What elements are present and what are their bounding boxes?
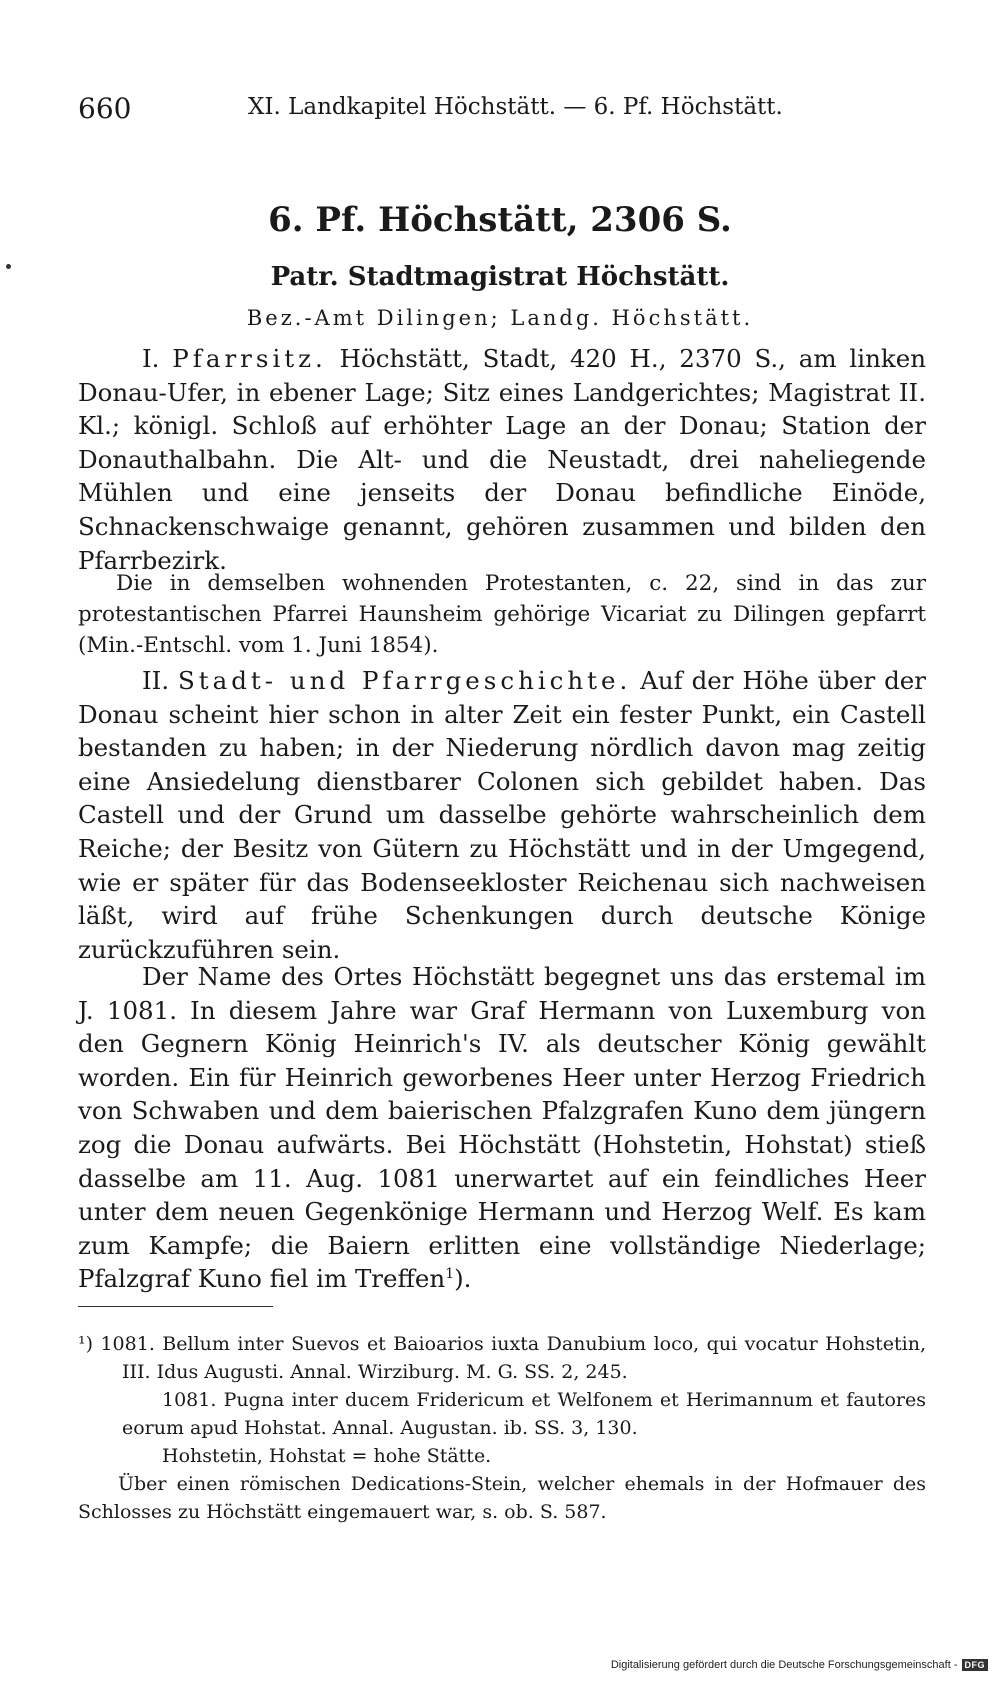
footnote-1-continuation: 1081. Pugna inter ducem Fridericum et Welfonem et Herimannum et fautores eorum apud Hohstat. Annal. Augustan. ib. SS. 3, 130. [122, 1389, 926, 1439]
section-text: Höchstätt, Stadt, 420 H., 2370 S., am linken Donau-Ufer, in ebener Lage; Sitz eines Landgerichtes; Magistrat II. Kl.; königl. Schloß auf erhöhter Lage an der Donau; Station der Donauthalbahn. Die Alt- und die Neustadt, drei naheliegende Mühlen und eine jenseits der Donau befindliche Einöde, Schnackenschwaige genannt, gehören zusammen und bilden den Pfarrbezirk. [78, 344, 926, 575]
page-number: 660 [78, 92, 132, 125]
protestants-note: Die in demselben wohnenden Protestanten, c. 22, sind in das zur protestantischen Pfarrei Haunsheim gehörige Vicariat zu Dilingen gepfarrt (Min.-Entschl. vom 1. Juni 1854). [78, 571, 926, 658]
patron-line: Patr. Stadtmagistrat Höchstätt. [270, 262, 730, 292]
section-label: Stadt- und Pfarrgeschichte. [178, 666, 632, 695]
running-header [78, 92, 783, 132]
section-label: Pfarrsitz. [172, 344, 327, 373]
footnote-reference: 1 [445, 1266, 455, 1283]
section-text: Auf der Höhe über der Donau scheint hier schon in alter Zeit ein fester Punkt, ein Castell bestanden zu haben; in der Niederung nördlich davon mag zeitig eine Ansiedelung dienstbarer Colonen sich gebildet haben. Das Castell und der Grund um dasselbe gehörte wahrscheinlich dem Reiche; der Besitz von Gütern zu Höchstätt und in der Umgegend, wie er später für das Bodenseekloster Reichenau sich nachweisen läßt, wird auf frühe Schenkungen durch deutsche Könige zurückzuführen sein. [78, 666, 926, 964]
footnote-1-stone: Über einen römischen Dedications-Stein, welcher ehemals in der Hofmauer des Schlosses zu Höchstätt eingemauert war, s. ob. S. 587. [78, 1473, 926, 1523]
dfg-logo: DFG [962, 1659, 989, 1671]
footnote-1: ¹) 1081. Bellum inter Suevos et Baioarios iuxta Danubium loco, qui vocatur Hohstetin, III. Idus Augusti. Annal. Wirziburg. M. G. SS. 2, 245. [78, 1333, 926, 1383]
parish-title: 6. Pf. Höchstätt, 2306 S. [268, 200, 732, 240]
paragraph-end: ). [454, 1264, 472, 1294]
footnote-1-etymology: Hohstetin, Hohstat = hohe Stätte. [162, 1445, 492, 1467]
paragraph-text: Der Name des Ortes Höchstätt begegnet uns das erstemal im J. 1081. In diesem Jahre war Graf Hermann von Luxemburg von den Gegnern König Heinrich's IV. als deutscher König gewählt worden. Ein für Heinrich geworbenes Heer unter Herzog Friedrich von Schwaben und dem baierischen Pfalzgrafen Kuno dem jüngern zog die Donau aufwärts. Bei Höchstätt (Hohstetin, Hohstat) stieß dasselbe am 11. Aug. 1081 unerwartet auf ein feindliches Heer unter dem neuen Gegenkönige Hermann und Herzog Welf. Es kam zum Kampfe; die Baiern erlitten eine vollständige Niederlage; Pfalzgraf Kuno fiel im Treffen [78, 962, 926, 1294]
district-line: Bez.-Amt Dilingen; Landg. Höchstätt. [246, 306, 754, 330]
footnotes [78, 1330, 926, 1526]
section-history [78, 664, 926, 966]
section-number: I. [142, 344, 160, 373]
section-number: II. [142, 666, 170, 695]
digitization-credit [611, 1659, 988, 1671]
paragraph-name-origin [78, 960, 926, 1296]
section-pfarrsitz [78, 342, 926, 577]
credit-text: Digitalisierung gefördert durch die Deutsche Forschungsgemeinschaft - [610, 1659, 958, 1671]
running-title: XI. Landkapitel Höchstätt. — 6. Pf. Höchstätt. [248, 94, 783, 120]
footnote-divider [78, 1306, 273, 1307]
